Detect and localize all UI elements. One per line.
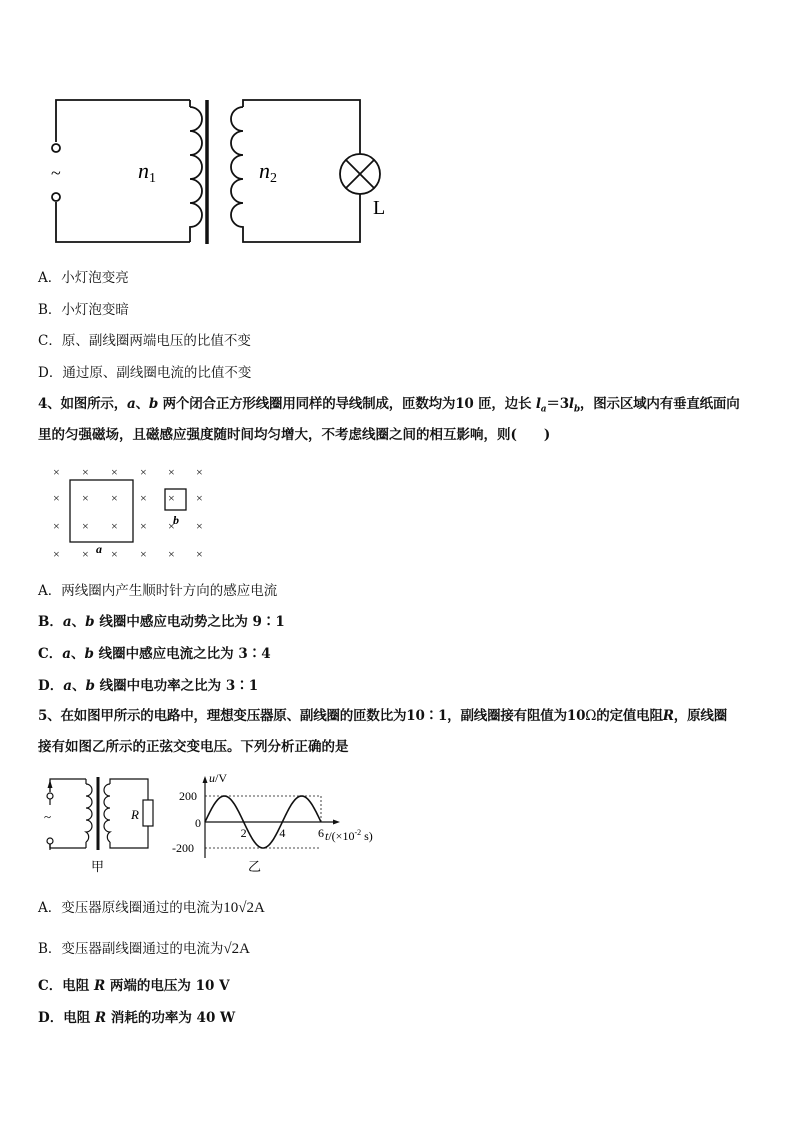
transformer-lamp-diagram <box>40 92 400 252</box>
primary-coil <box>190 107 202 232</box>
voltage-sine-chart <box>168 770 398 880</box>
q4-option-b[interactable]: B．a、b 线圈中感应电动势之比为 9∶1 <box>38 614 285 630</box>
field-cross: × <box>168 465 175 479</box>
q3-option-b[interactable]: B．小灯泡变暗 <box>38 302 129 318</box>
field-cross: × <box>111 491 118 505</box>
q3-option-a[interactable]: A．小灯泡变亮 <box>38 270 129 286</box>
field-cross: × <box>53 519 60 533</box>
q5-option-a[interactable]: A．变压器原线圈通过的电流为10√2A <box>38 900 265 916</box>
ac-source-symbol-2: ~ <box>44 809 52 824</box>
field-cross: × <box>82 491 89 505</box>
q4-stem-line1: 4、如图所示，a、b 两个闭合正方形线圈用同样的导线制成，匝数均为10 匝，边长 $l_a=3l_b$，图示区域内有垂直纸面向 <box>38 396 740 415</box>
field-cross: × <box>111 547 118 561</box>
circuit-jia-diagram <box>38 772 168 878</box>
field-cross: × <box>196 547 203 561</box>
field-cross: × <box>140 465 147 479</box>
field-cross: × <box>168 519 175 533</box>
q5-stem-line2: 接有如图乙所示的正弦交变电压。下列分析正确的是 <box>38 739 349 755</box>
x-tick-label: 6 <box>318 826 324 840</box>
field-cross: × <box>53 547 60 561</box>
coil-a <box>70 480 133 542</box>
q5-option-b[interactable]: B．变压器副线圈通过的电流为√2A <box>38 941 250 957</box>
secondary-coil <box>231 107 243 232</box>
origin-label: 0 <box>195 816 201 830</box>
field-cross: × <box>82 547 89 561</box>
q4-stem-line2: 里的匀强磁场，且磁感应强度随时间均匀增大，不考虑线圈之间的相互影响，则( ) <box>38 427 551 443</box>
field-cross: × <box>196 491 203 505</box>
x-tick-label: 2 <box>240 826 247 840</box>
caption-jia: 甲 <box>91 859 105 874</box>
label-n2: n2 <box>259 158 277 186</box>
field-cross: × <box>82 465 89 479</box>
caption-yi: 乙 <box>248 859 262 874</box>
q5-option-c[interactable]: C．电阻 R 两端的电压为 10 V <box>38 978 230 994</box>
field-cross: × <box>53 491 60 505</box>
q4-option-c[interactable]: C．a、b 线圈中感应电流之比为 3∶4 <box>38 646 271 662</box>
q3-option-d[interactable]: D．通过原、副线圈电流的比值不变 <box>38 365 252 381</box>
field-cross: × <box>196 519 203 533</box>
y-tick-label: -200 <box>172 841 194 855</box>
field-cross: × <box>111 519 118 533</box>
label-coil-b: b <box>173 513 179 527</box>
field-cross: × <box>168 547 175 561</box>
q4-option-d[interactable]: D．a、b 线圈中电功率之比为 3∶1 <box>38 678 259 694</box>
field-cross: × <box>196 465 203 479</box>
q5-option-d[interactable]: D．电阻 R 消耗的功率为 40 W <box>38 1010 236 1026</box>
magnetic-field-diagram <box>44 458 214 562</box>
q4-option-a[interactable]: A．两线圈内产生顺时针方向的感应电流 <box>38 583 278 599</box>
x-axis-label: $t/(\times 10^{-2}$ s) <box>325 828 373 843</box>
field-cross: × <box>140 519 147 533</box>
ac-source-symbol: ~ <box>51 163 61 183</box>
field-cross: × <box>82 519 89 533</box>
field-cross: × <box>140 547 147 561</box>
label-coil-a: a <box>96 542 102 556</box>
field-cross: × <box>140 491 147 505</box>
label-resistor: R <box>131 807 139 822</box>
label-lamp: L <box>373 197 386 219</box>
q5-stem-line1: 5、在如图甲所示的电路中，理想变压器原、副线圈的匝数比为10∶1，副线圈接有阻值为10Ω的定值电阻R，原线圈 <box>38 708 727 724</box>
y-tick-label: 200 <box>179 789 197 803</box>
field-cross: × <box>53 465 60 479</box>
field-cross: × <box>111 465 118 479</box>
field-cross: × <box>168 491 175 505</box>
y-axis-label: u/V <box>209 771 227 785</box>
label-n1: n1 <box>138 158 156 186</box>
resistor-icon <box>143 800 153 826</box>
x-tick-label: 4 <box>279 826 286 840</box>
q3-option-c[interactable]: C．原、副线圈两端电压的比值不变 <box>38 333 251 349</box>
